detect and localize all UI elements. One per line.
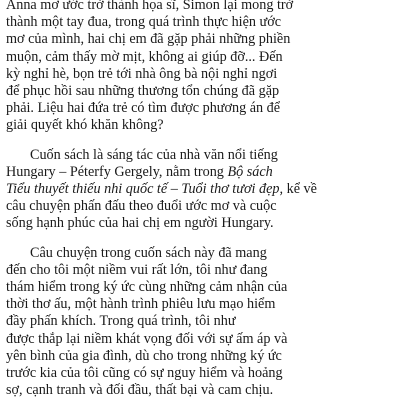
paragraph-3-line: được thắp lại niềm khát vọng đối với sự ấm áp và [6,330,288,347]
paragraph-3-line: thám hiểm trong ký ức cùng những cảm nhận của [6,279,288,295]
paragraph-3-line: thời thơ ấu, một hành trình phiêu lưu mạo hiểm [6,296,276,313]
book-series-title: Tiểu thuyết thiếu nhi quốc tế – Tuổi thơ tươi đẹp, [6,181,284,197]
paragraph-1-line: mơ của mình, hai chị em đã gặp phải những phiền [6,31,291,48]
paragraph-2-line: Cuốn sách là sáng tác của nhà văn nổi tiếng [30,146,278,163]
paragraph-2-text: kể về [283,181,317,197]
paragraph-1-line: phải. Liệu hai đứa trẻ có tìm được phương án để [6,100,281,117]
paragraph-2-line: câu chuyện phấn đấu theo đuổi ước mơ và cuộc [6,198,277,215]
paragraph-3-line: đầy phấn khích. Trong quá trình, tôi như [6,313,236,330]
paragraph-1-line: Anna mơ ước trở thành họa sĩ, Simon lại mong trở [6,0,294,13]
paragraph-2-line [6,181,317,198]
paragraph-2-text: Hungary – Péterfy Gergely, nằm trong [6,163,228,180]
paragraph-1-line: để phục hồi sau những thương tổn chúng đã gặp [6,83,280,99]
paragraph-3-line: trước kia của tôi cũng có sự nguy hiểm và hoảng [6,365,283,381]
paragraph-1-line: kỳ nghỉ hè, bọn trẻ tới nhà ông bà nội nghỉ ngơi [6,65,278,82]
book-series-title: Bộ sách [227,163,273,180]
paragraph-1-line: muộn, cảm thấy mờ mịt, không ai giúp đỡ... Đến [6,48,283,65]
paragraph-1-line: thành một tay đua, trong quá trình thực hiện ước [6,14,282,31]
paragraph-3-line: yên bình của gia đình, dù cho trong những ký ức [6,347,282,364]
paragraph-2-line: sống hạnh phúc của hai chị em người Hungary. [6,215,274,232]
paragraph-1-line: giải quyết khó khăn không? [6,117,164,134]
paragraph-3-line: sợ, cạnh tranh và đối đầu, thất bại và cam chịu. [6,382,274,399]
paragraph-3-line: đến cho tôi một niềm vui rất lớn, tôi như đang [6,261,268,278]
paragraph-2-line [6,164,273,181]
paragraph-3-line: Câu chuyện trong cuốn sách này đã mang [30,244,267,261]
